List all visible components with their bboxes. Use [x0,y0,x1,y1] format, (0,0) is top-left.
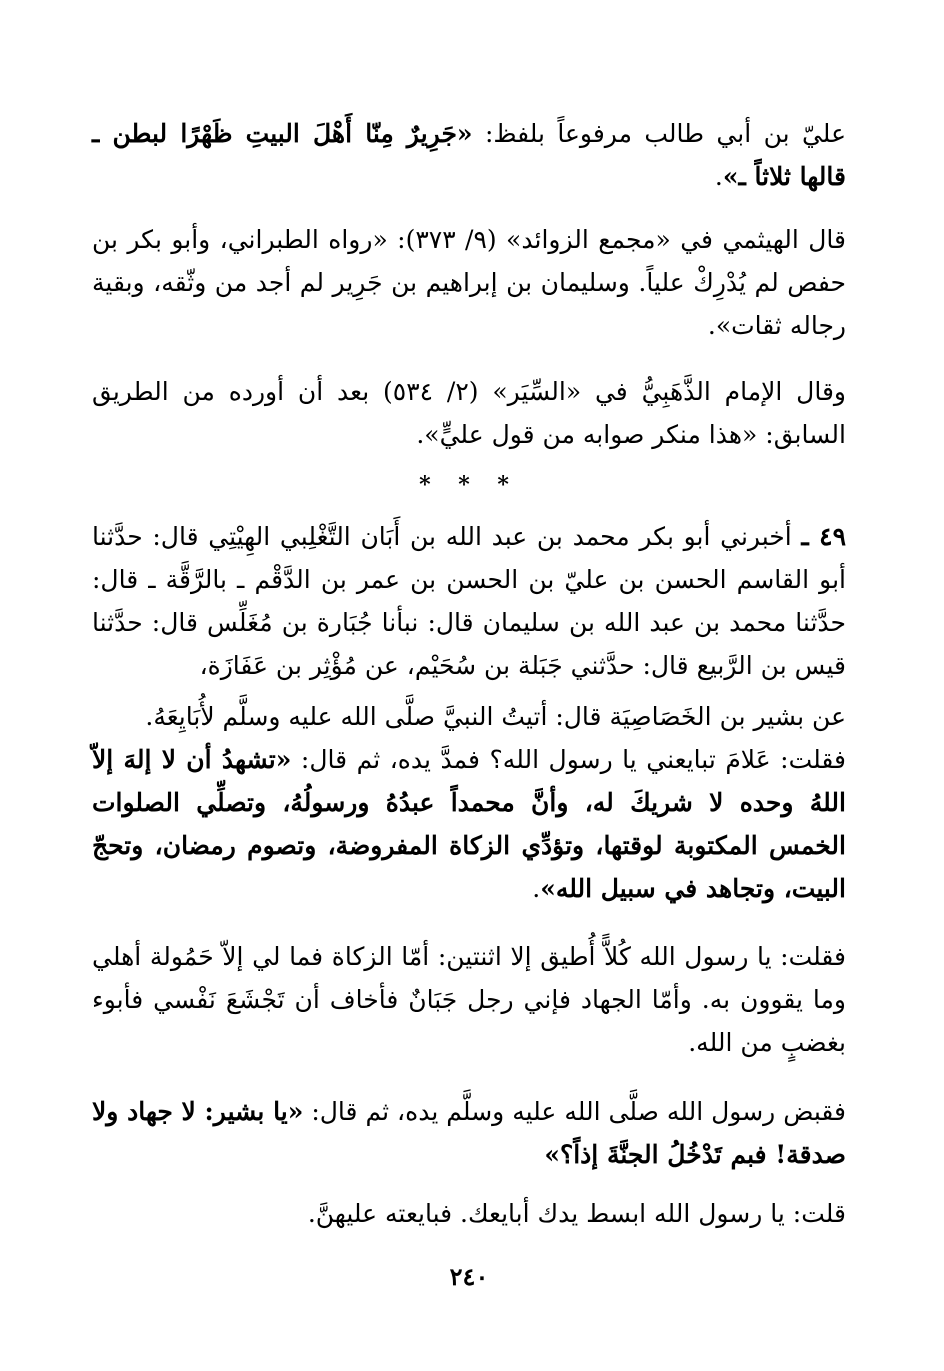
hadith-quote: «جَرِيرٌ مِنّا أَهْلَ البيتِ ظَهْرًا لبطن ـ قالها ثلاثاً ـ» [92,119,846,191]
paragraph-haythami [92,218,846,347]
paragraph-dhahabi [92,370,846,456]
reply-text: فقلت: يا رسول الله كُلاًّ أُطيق إلا اثنتين: أمّا الزكاة فما لي إلاّ حَمُولة أهلي وما يقوون به. وأمّا الجهاد فإني رجل جَبَانٌ فأخاف أن تَجْشَعَ نَفْسي فأبوء بغضبٍ من الله. [92,942,846,1057]
paragraph-hadith-text [92,112,846,198]
page-number: ٢٤٠ [449,1262,489,1291]
prophet-answer: «تشهدُ أن لا إلهَ إلاّ اللهُ وحده لا شريكَ له، وأنَّ محمداً عبدُهُ ورسولُهُ، وتصلِّي الصلوات الخمس المكتوبة لوقتها، وتؤدِّي الزكاة المفروضة، وتصوم رمضان، وتحجّ البيت، وتجاهد في سبيل الله» [92,745,846,903]
isnad-text: أخبرني أبو بكر محمد بن عبد الله بن أَبَان التَّغْلِبي الهِيْتِي قال: حدَّثنا أبو القاسم الحسن بن عليّ بن الحسن بن عمر بن الدَّقْم ـ بالرَّقَّة ـ قال: حدَّثنا محمد بن عبد الله بن سليمان قال: نبأنا جُبَارة بن مُغَلِّس قال: حدَّثنا قيس بن الرَّبيع قال: حدَّثني جَبَلة بن سُحَيْم، عن مُؤْثِر بن عَفَازَة، [92,522,846,680]
bashir-text: عن بشير بن الخَصَاصِيَة قال: أتيتُ النبيَّ صلَّى الله عليه وسلَّم لأُبَايِعَهُ. [145,702,846,731]
dhahabi-text: وقال الإمام الذَّهَبِيُّ في «السِّيَر» (٢/ ٥٣٤) بعد أن أورده من الطريق السابق: «هذا منكر صوابه من قول عليٍّ». [92,377,846,449]
paragraph-isnad [92,515,846,687]
paragraph-intro: عليّ بن أبي طالب مرفوعاً بلفظ: [472,119,846,148]
hadith-number: ٤٩ ـ [801,522,846,551]
question-intro: فقلت: عَلامَ تبايعني يا رسول الله؟ فمدَّ يده، ثم قال: [291,745,846,774]
paragraph-question [92,738,846,910]
haythami-text: قال الهيثمي في «مجمع الزوائد» (٩/ ٣٧٣): «رواه الطبراني، وأبو بكر بن حفص لم يُدْرِكْ علياً. وسليمان بن إبراهيم بن جَرِير لم أجد من وثّقه، وبقية رجاله ثقات». [92,225,846,340]
paragraph-bashir [92,695,846,738]
section-separator: * * * [419,472,519,498]
pledge-text: قلت: يا رسول الله ابسط يدك أبايعك. فبايعته عليهنَّ. [307,1199,846,1228]
prophet-response: «يا بشير: لا جهاد ولا صدقة! فبم تَدْخُلُ الجنَّةَ إذاً؟» [92,1097,846,1169]
paragraph-end: . [532,874,541,903]
paragraph-reply [92,935,846,1064]
response-intro: فقبض رسول الله صلَّى الله عليه وسلَّم يده، ثم قال: [303,1097,846,1126]
paragraph-pledge [92,1192,846,1235]
paragraph-response [92,1090,846,1176]
paragraph-end: . [714,162,723,191]
